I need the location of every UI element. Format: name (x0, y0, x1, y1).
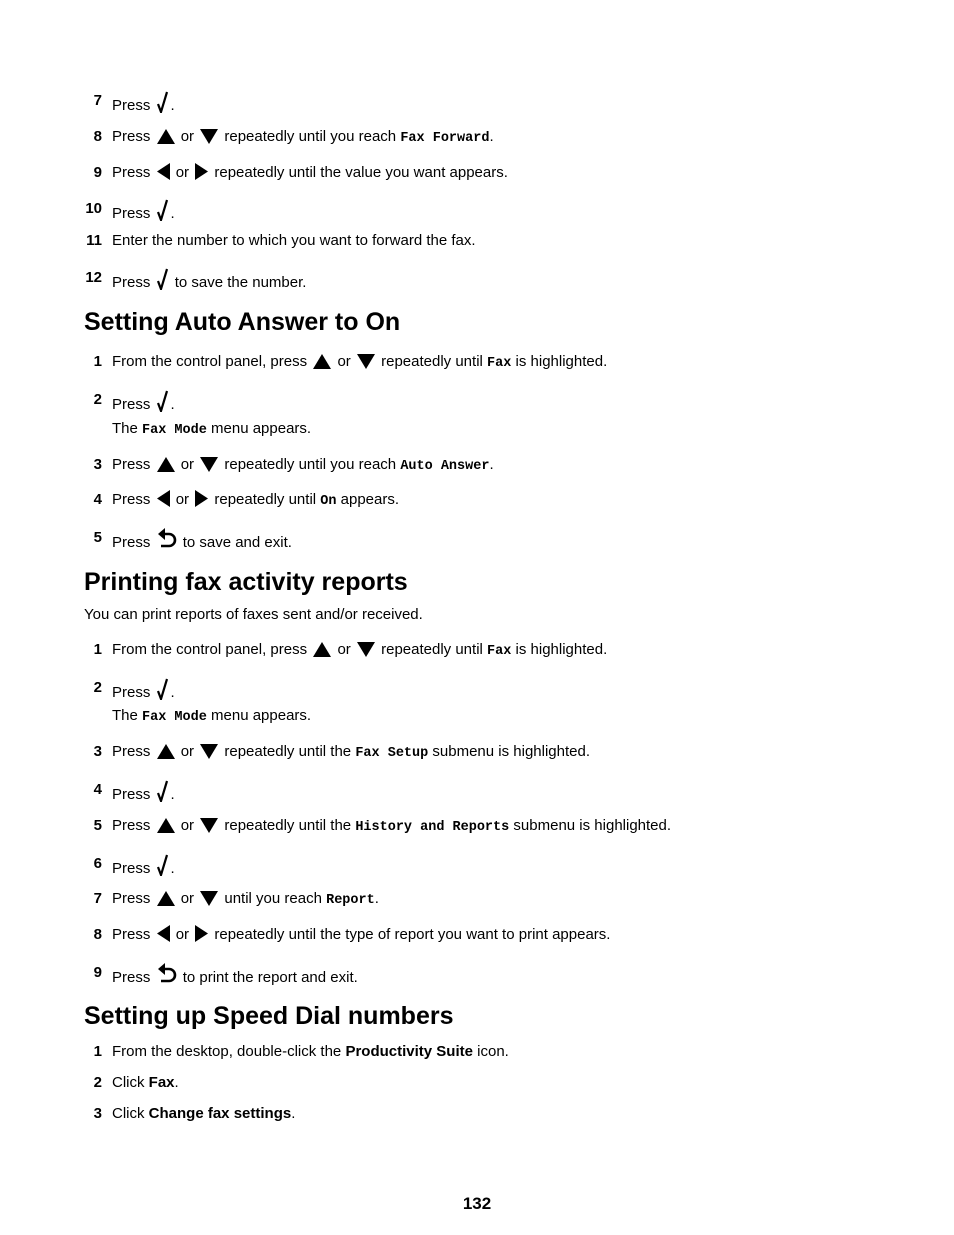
section-intro: You can print reports of faxes sent and/or received. (84, 606, 423, 623)
arrow-down-icon (200, 818, 218, 833)
step-number: 5 (93, 529, 102, 546)
menu-code: Fax (487, 644, 512, 659)
arrow-up-icon (157, 457, 175, 472)
step-number: 6 (93, 855, 102, 872)
menu-code: Fax Forward (400, 131, 490, 146)
step-number: 7 (93, 92, 102, 109)
arrow-up-icon (313, 354, 331, 369)
arrow-down-icon (357, 354, 375, 369)
checkmark-icon (157, 780, 169, 802)
step-number: 8 (93, 128, 102, 145)
checkmark-icon (157, 854, 169, 876)
back-icon (157, 528, 177, 550)
menu-code: Fax Mode (142, 710, 207, 725)
arrow-up-icon (313, 642, 331, 657)
step-number: 9 (93, 964, 102, 981)
step-number: 12 (85, 269, 102, 286)
menu-code: On (320, 494, 337, 509)
arrow-down-icon (200, 129, 218, 144)
step-number: 3 (93, 1105, 102, 1122)
ui-label: Productivity Suite (345, 1043, 473, 1060)
step-note: The Fax Mode menu appears. (112, 707, 312, 725)
step-number: 11 (86, 232, 102, 249)
arrow-up-icon (157, 744, 175, 759)
step-number: 4 (93, 491, 102, 508)
step-number: 7 (93, 890, 102, 907)
section-heading: Setting up Speed Dial numbers (84, 1002, 454, 1030)
arrow-right-icon (195, 490, 208, 507)
arrow-down-icon (200, 744, 218, 759)
step-number: 10 (85, 200, 102, 217)
arrow-left-icon (157, 925, 170, 942)
step-number: 1 (93, 353, 102, 370)
arrow-left-icon (157, 490, 170, 507)
menu-code: Auto Answer (400, 459, 490, 474)
step-number: 1 (93, 641, 102, 658)
arrow-right-icon (195, 925, 208, 942)
section-heading: Printing fax activity reports (84, 568, 408, 596)
checkmark-icon (157, 91, 169, 113)
step-number: 3 (93, 743, 102, 760)
step-number: 4 (93, 781, 102, 798)
back-icon (157, 963, 177, 985)
section-heading: Setting Auto Answer to On (84, 308, 401, 336)
arrow-down-icon (200, 457, 218, 472)
step-number: 9 (93, 164, 102, 181)
menu-code: Fax Setup (355, 746, 429, 761)
arrow-up-icon (157, 891, 175, 906)
checkmark-icon (157, 268, 169, 290)
arrow-up-icon (157, 818, 175, 833)
arrow-left-icon (157, 163, 170, 180)
checkmark-icon (157, 390, 169, 412)
step-number: 8 (93, 926, 102, 943)
menu-code: History and Reports (355, 820, 510, 835)
step-number: 1 (93, 1043, 102, 1060)
arrow-up-icon (157, 129, 175, 144)
menu-code: Fax (487, 356, 512, 371)
arrow-down-icon (200, 891, 218, 906)
ui-label: Fax (148, 1074, 175, 1091)
step-number: 2 (93, 1074, 102, 1091)
menu-code: Fax Mode (142, 423, 207, 438)
step-number: 2 (93, 679, 102, 696)
step-number: 2 (93, 391, 102, 408)
ui-label: Change fax settings (148, 1105, 292, 1122)
step-number: 5 (93, 817, 102, 834)
checkmark-icon (157, 678, 169, 700)
step-note: The Fax Mode menu appears. (112, 420, 312, 438)
step-number: 3 (93, 456, 102, 473)
page-number: 132 (462, 1194, 492, 1213)
checkmark-icon (157, 199, 169, 221)
arrow-right-icon (195, 163, 208, 180)
arrow-down-icon (357, 642, 375, 657)
menu-code: Report (326, 893, 375, 908)
